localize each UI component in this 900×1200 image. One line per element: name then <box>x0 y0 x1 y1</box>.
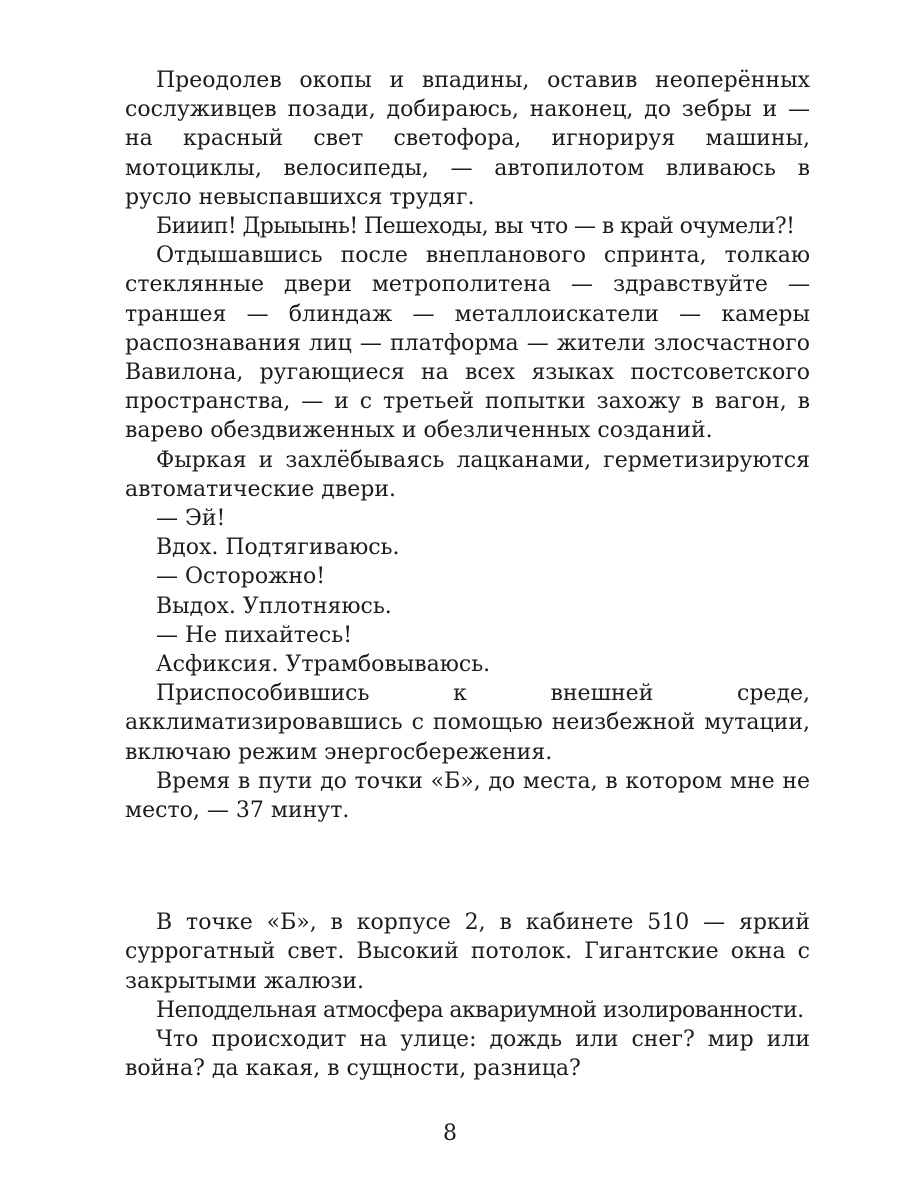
text-section-2 <box>125 908 810 1083</box>
dialogue-line: — Эй! <box>156 506 226 532</box>
paragraph: Отдышавшись после внепланового спринта, толкаю стеклянные двери метрополитена — здравствуйте — траншея — блиндаж — металлоискатели — камеры распознавания лиц — платформа — жители злосчастного Вавилона, ругающиеся на всех языках постсоветского пространства, — и с третьей попытки захожу в вагон, в варево обездвиженных и обезличенных созданий. <box>125 243 810 444</box>
paragraph: Время в пути до точки «Б», до места, в котором мне не место, — 37 минут. <box>125 768 810 824</box>
paragraph: Вдох. Подтягиваюсь. <box>156 535 400 561</box>
dialogue-line: — Не пихайтесь! <box>156 622 353 648</box>
page-number: 8 <box>443 1121 457 1146</box>
paragraph: Бииип! Дрыыынь! Пешеходы, вы что — в край очумели?! <box>156 214 795 240</box>
dialogue-line: — Осторожно! <box>156 564 326 590</box>
paragraph: В точке «Б», в корпусе 2, в кабинете 510 — яркий суррогатный свет. Высокий потолок. Гигантские окна с закрытыми жалюзи. <box>125 910 810 994</box>
paragraph: Асфиксия. Утрамбовываюсь. <box>156 652 491 678</box>
section-break <box>125 825 810 908</box>
book-page <box>125 66 810 1084</box>
paragraph: Неподдельная атмосфера аквариумной изолированности. <box>156 997 804 1023</box>
paragraph: Выдох. Уплотняюсь. <box>156 593 392 619</box>
text-section-1 <box>125 66 810 825</box>
paragraph: Фыркая и захлёбываясь лацканами, герметизируются автоматические двери. <box>125 447 810 502</box>
paragraph: Преодолев окопы и впадины, оставив неоперённых сослуживцев позади, добираюсь, наконец, до зебры и — на красный свет светофора, игнорируя машины, мотоциклы, велосипеды, — автопилотом вливаюсь в русло невыспавшихся трудяг. <box>125 68 810 210</box>
paragraph: Что происходит на улице: дождь или снег? мир или война? да какая, в сущности, разница? <box>125 1027 810 1082</box>
paragraph: Приспособившись к внешней среде, акклиматизировавшись с помощью неизбежной мутации, включаю режим энергосбережения. <box>125 681 810 765</box>
